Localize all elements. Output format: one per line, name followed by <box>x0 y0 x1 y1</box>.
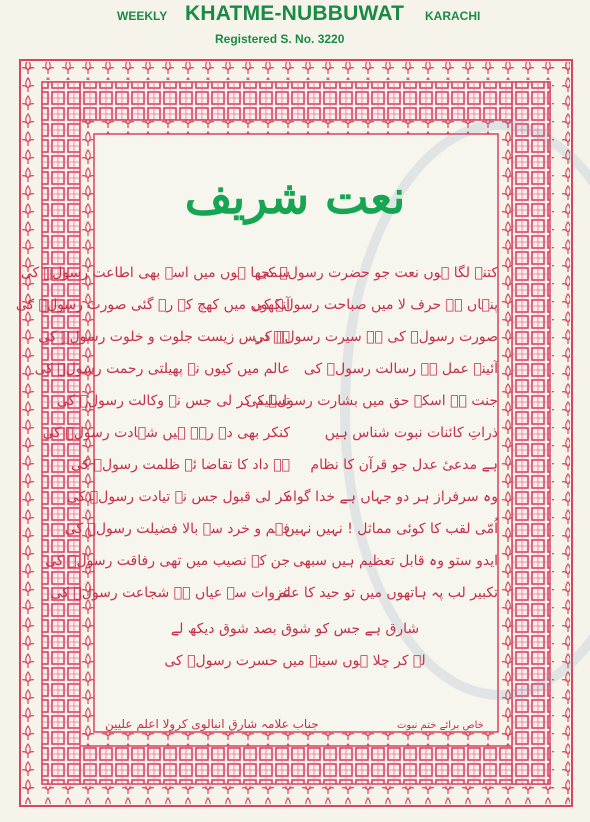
verse-left: سمجھا ہوں میں اسے بھی اطاعت رسولؐ کی <box>20 265 290 281</box>
masthead-registration: Registered S. No. 3220 <box>215 32 345 46</box>
verse-right: اُمّی لقب کا کوئی مماثل ! نہیں نہیں <box>284 521 498 537</box>
verse-left: غزوات سے عیاں ہے شجاعت رسولؐ کی <box>50 585 290 601</box>
verse-right: وہ سرفراز ہر دو جہاں ہے خدا گواہ <box>284 489 498 505</box>
verse-left: کر لی قبول جس نے تیادت رسولؐ کی <box>66 489 290 505</box>
verse-right: ایدو ستو وہ قابل تعظیم ہیں سبھی <box>292 553 498 569</box>
verse-left: کنکر بھی دے رہے ہیں شہادت رسولؐ کی <box>42 425 290 441</box>
verse-right: ہے مدعیٔ عدل جو قرآن کا نظام <box>310 457 498 473</box>
verse-right: آئینہ عمل ہے رسالت رسولؐ کی <box>303 361 498 377</box>
closing-verse: لے کر چلا ہوں سینے میں حسرت رسولؐ کی <box>164 653 426 669</box>
verse-right: تکبیر لب پہ ہاتھوں میں تو حید کا علم <box>277 585 498 601</box>
poem-heading: نعت شریف <box>184 170 406 224</box>
verse-left: ہے درس زیست جلوت و خلوت رسولؐ کی <box>38 329 290 345</box>
verse-right: پنہاں ہے حرف لا میں صباحت رسولؐ کی <box>252 297 498 313</box>
verse-left: آنکھوں میں کھچ کے رہ گئی صورت رسولؐ کی <box>15 297 290 313</box>
poet-credit: جناب علامہ شارق انبالوی کرولا اعلم علیین <box>105 717 319 731</box>
verse-right: صورت رسولؐ کی ہے سیرت رسولؐ کی <box>253 329 498 345</box>
masthead-title: KHATME-NUBBUWAT <box>185 2 405 25</box>
masthead-city: KARACHI <box>425 9 481 23</box>
verse-right: ذراتِ کائنات نبوت شناس ہیں <box>324 425 498 441</box>
verse-left: فہم و خرد سے بالا فضیلت رسولؐ کی <box>64 521 290 537</box>
dedication-note: خاص برائے ختم نبوت <box>397 720 484 731</box>
verse-left: ہے داد کا تقاضا ئے ظلمت رسولؐ کی <box>70 457 290 473</box>
closing-verse: شارق ہے جس کو شوق بصد شوق دیکھ لے <box>170 621 420 637</box>
verse-right: کتنے لگا ہوں نعت جو حضرت رسولؐ کی <box>256 265 498 281</box>
verse-left: جن کے نصیب میں تھی رفاقت رسولؐ کی <box>45 553 290 569</box>
verse-right: جنت ہے اسکے حق میں بشارت رسولؐ کی <box>245 393 498 409</box>
masthead-weekly: WEEKLY <box>117 9 168 23</box>
masthead <box>0 0 590 60</box>
verse-left: تسلیم کر لی جس نے وکالت رسولؐ کی <box>56 393 290 409</box>
verse-left: عالم میں کیوں نہ پھیلتی رحمت رسولؐ کی <box>34 361 290 377</box>
